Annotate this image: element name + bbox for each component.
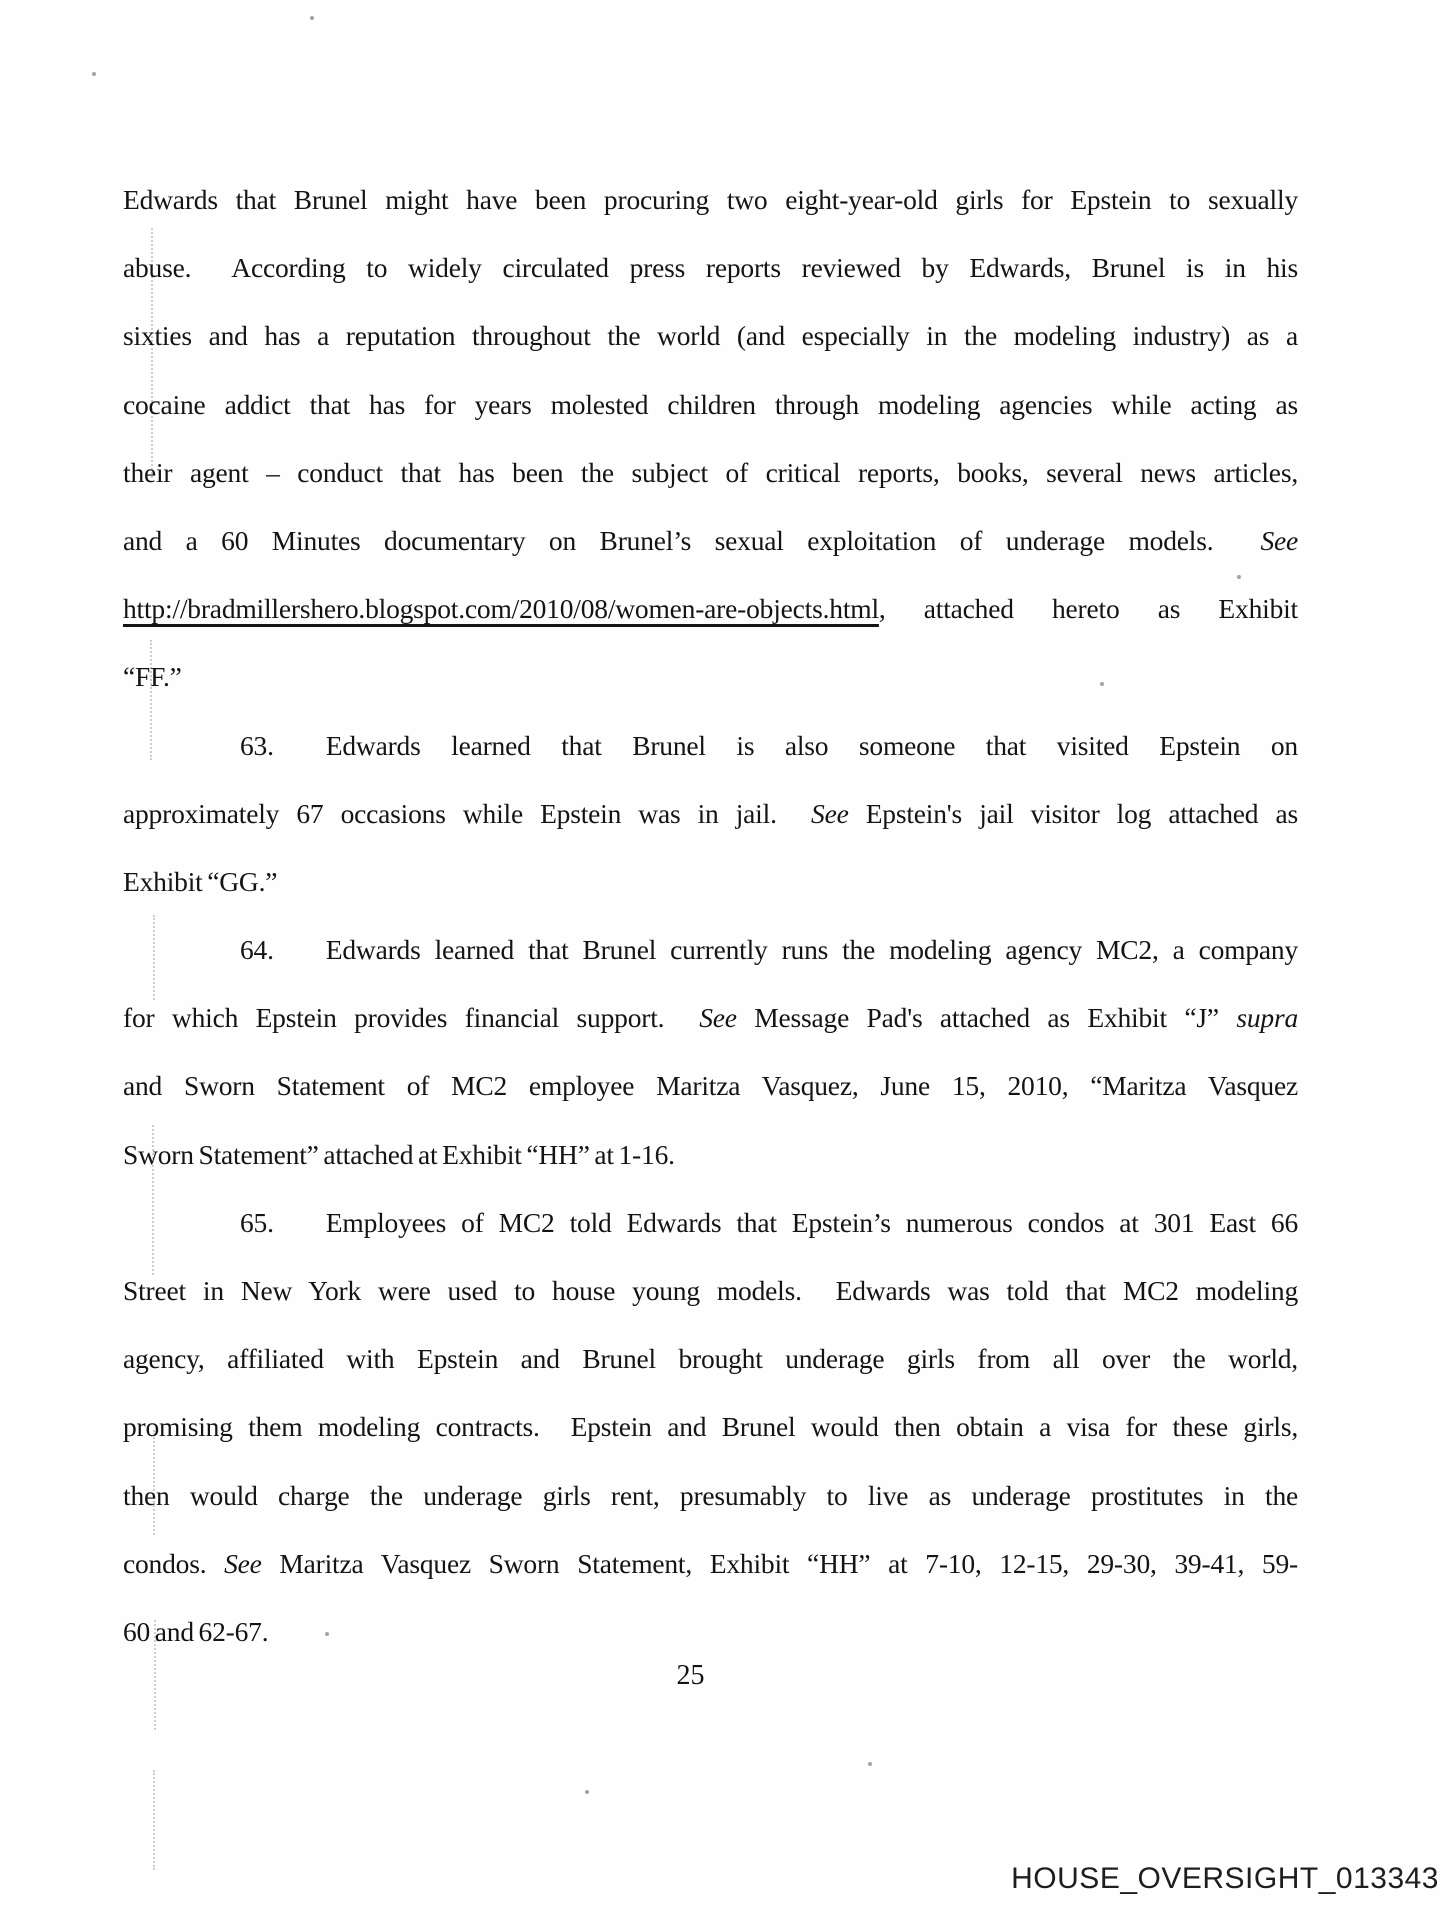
text-segment: Exhibit “GG.” bbox=[123, 865, 278, 897]
text-line bbox=[123, 1530, 1298, 1598]
text-segment: Maritza Vasquez Sworn Statement, Exhibit “HH” at 7-10, 12-15, 29-30, 39-41, 59- bbox=[261, 1547, 1298, 1579]
text-line bbox=[123, 1393, 1298, 1461]
text-line bbox=[123, 1121, 1298, 1189]
text-line bbox=[123, 780, 1298, 848]
scan-artifact bbox=[92, 72, 96, 76]
scan-artifact bbox=[868, 1762, 872, 1766]
text-line bbox=[123, 984, 1298, 1052]
text-segment: condos. bbox=[123, 1547, 225, 1579]
text-line bbox=[123, 643, 1298, 711]
paragraph-indent bbox=[123, 958, 240, 959]
text-segment: 60 and 62-67. bbox=[123, 1615, 269, 1647]
text-segment: abuse. According to widely circulated press reports reviewed by Edwards, Brunel is in his bbox=[123, 252, 1298, 284]
text-line bbox=[123, 575, 1298, 643]
paragraph-indent bbox=[123, 754, 240, 755]
text-segment: and a 60 Minutes documentary on Brunel’s sexual exploitation of underage models. bbox=[123, 524, 1261, 556]
text-segment: Street in New York were used to house young models. Edwards was told that MC2 modeling bbox=[123, 1275, 1298, 1306]
text-line bbox=[123, 1462, 1298, 1530]
text-line bbox=[123, 1325, 1298, 1393]
text-line bbox=[123, 712, 1298, 780]
scan-artifact bbox=[585, 1790, 589, 1794]
paragraph-number: 64. bbox=[240, 934, 274, 966]
text-segment: See bbox=[224, 1547, 262, 1579]
number-gap bbox=[274, 958, 326, 959]
text-segment: Edwards that Brunel might have been procuring two eight-year-old girls for Epstein to sexually bbox=[123, 184, 1298, 215]
text-line bbox=[123, 166, 1298, 234]
page-number: 25 bbox=[676, 1660, 705, 1691]
text-line bbox=[123, 302, 1298, 370]
text-segment: sixties and has a reputation throughout the world (and especially in the modeling industry) as a bbox=[123, 320, 1298, 352]
text-segment: Employees of MC2 told Edwards that Epstein’s numerous condos at 301 East 66 bbox=[325, 1206, 1298, 1238]
text-segment: Edwards learned that Brunel currently runs the modeling agency MC2, a company bbox=[325, 934, 1298, 966]
number-gap bbox=[274, 1231, 326, 1232]
text-segment: Sworn Statement” attached at Exhibit “HH” at 1-16. bbox=[123, 1138, 675, 1170]
hyperlink-text: http://bradmillershero.blogspot.com/2010/08/women-are-objects.html bbox=[123, 593, 879, 625]
text-line bbox=[123, 1189, 1298, 1257]
text-segment: their agent – conduct that has been the subject of critical reports, books, several news articles, bbox=[123, 456, 1298, 488]
paragraph-indent bbox=[123, 1231, 240, 1232]
bates-stamp: HOUSE_OVERSIGHT_013343 bbox=[1011, 1862, 1439, 1895]
text-line bbox=[123, 371, 1298, 439]
text-line bbox=[123, 507, 1298, 575]
text-segment: and Sworn Statement of MC2 employee Maritza Vasquez, June 15, 2010, “Maritza Vasquez bbox=[123, 1070, 1298, 1102]
text-line bbox=[123, 1257, 1298, 1325]
scan-artifact bbox=[153, 1770, 155, 1870]
text-segment: approximately 67 occasions while Epstein was in jail. bbox=[123, 797, 812, 829]
text-segment: See bbox=[1260, 524, 1298, 556]
document-body bbox=[123, 166, 1298, 1666]
text-segment: cocaine addict that has for years molested children through modeling agencies while acting as bbox=[123, 388, 1298, 420]
text-segment: See bbox=[699, 1002, 737, 1034]
paragraph-number: 63. bbox=[240, 729, 274, 761]
text-line bbox=[123, 439, 1298, 507]
text-segment: supra bbox=[1236, 1002, 1298, 1034]
text-segment: agency, affiliated with Epstein and Brunel brought underage girls from all over the world, bbox=[123, 1343, 1298, 1375]
text-segment: Epstein's jail visitor log attached as bbox=[848, 797, 1298, 829]
text-segment: , attached hereto as Exhibit bbox=[878, 593, 1298, 625]
text-line bbox=[123, 234, 1298, 302]
text-segment: See bbox=[811, 797, 849, 829]
text-segment: Message Pad's attached as Exhibit “J” bbox=[736, 1002, 1237, 1034]
text-line bbox=[123, 1052, 1298, 1120]
paragraph-number: 65. bbox=[240, 1206, 274, 1238]
text-segment: then would charge the underage girls rent, presumably to live as underage prostitutes in the bbox=[123, 1479, 1298, 1511]
scan-artifact bbox=[310, 16, 314, 20]
text-line bbox=[123, 916, 1298, 984]
text-segment: promising them modeling contracts. Epstein and Brunel would then obtain a visa for these girls, bbox=[123, 1411, 1298, 1443]
text-segment: “FF.” bbox=[123, 661, 182, 693]
number-gap bbox=[274, 754, 326, 755]
text-segment: Edwards learned that Brunel is also someone that visited Epstein on bbox=[325, 729, 1298, 761]
text-segment: for which Epstein provides financial support. bbox=[123, 1002, 700, 1034]
text-line bbox=[123, 848, 1298, 916]
